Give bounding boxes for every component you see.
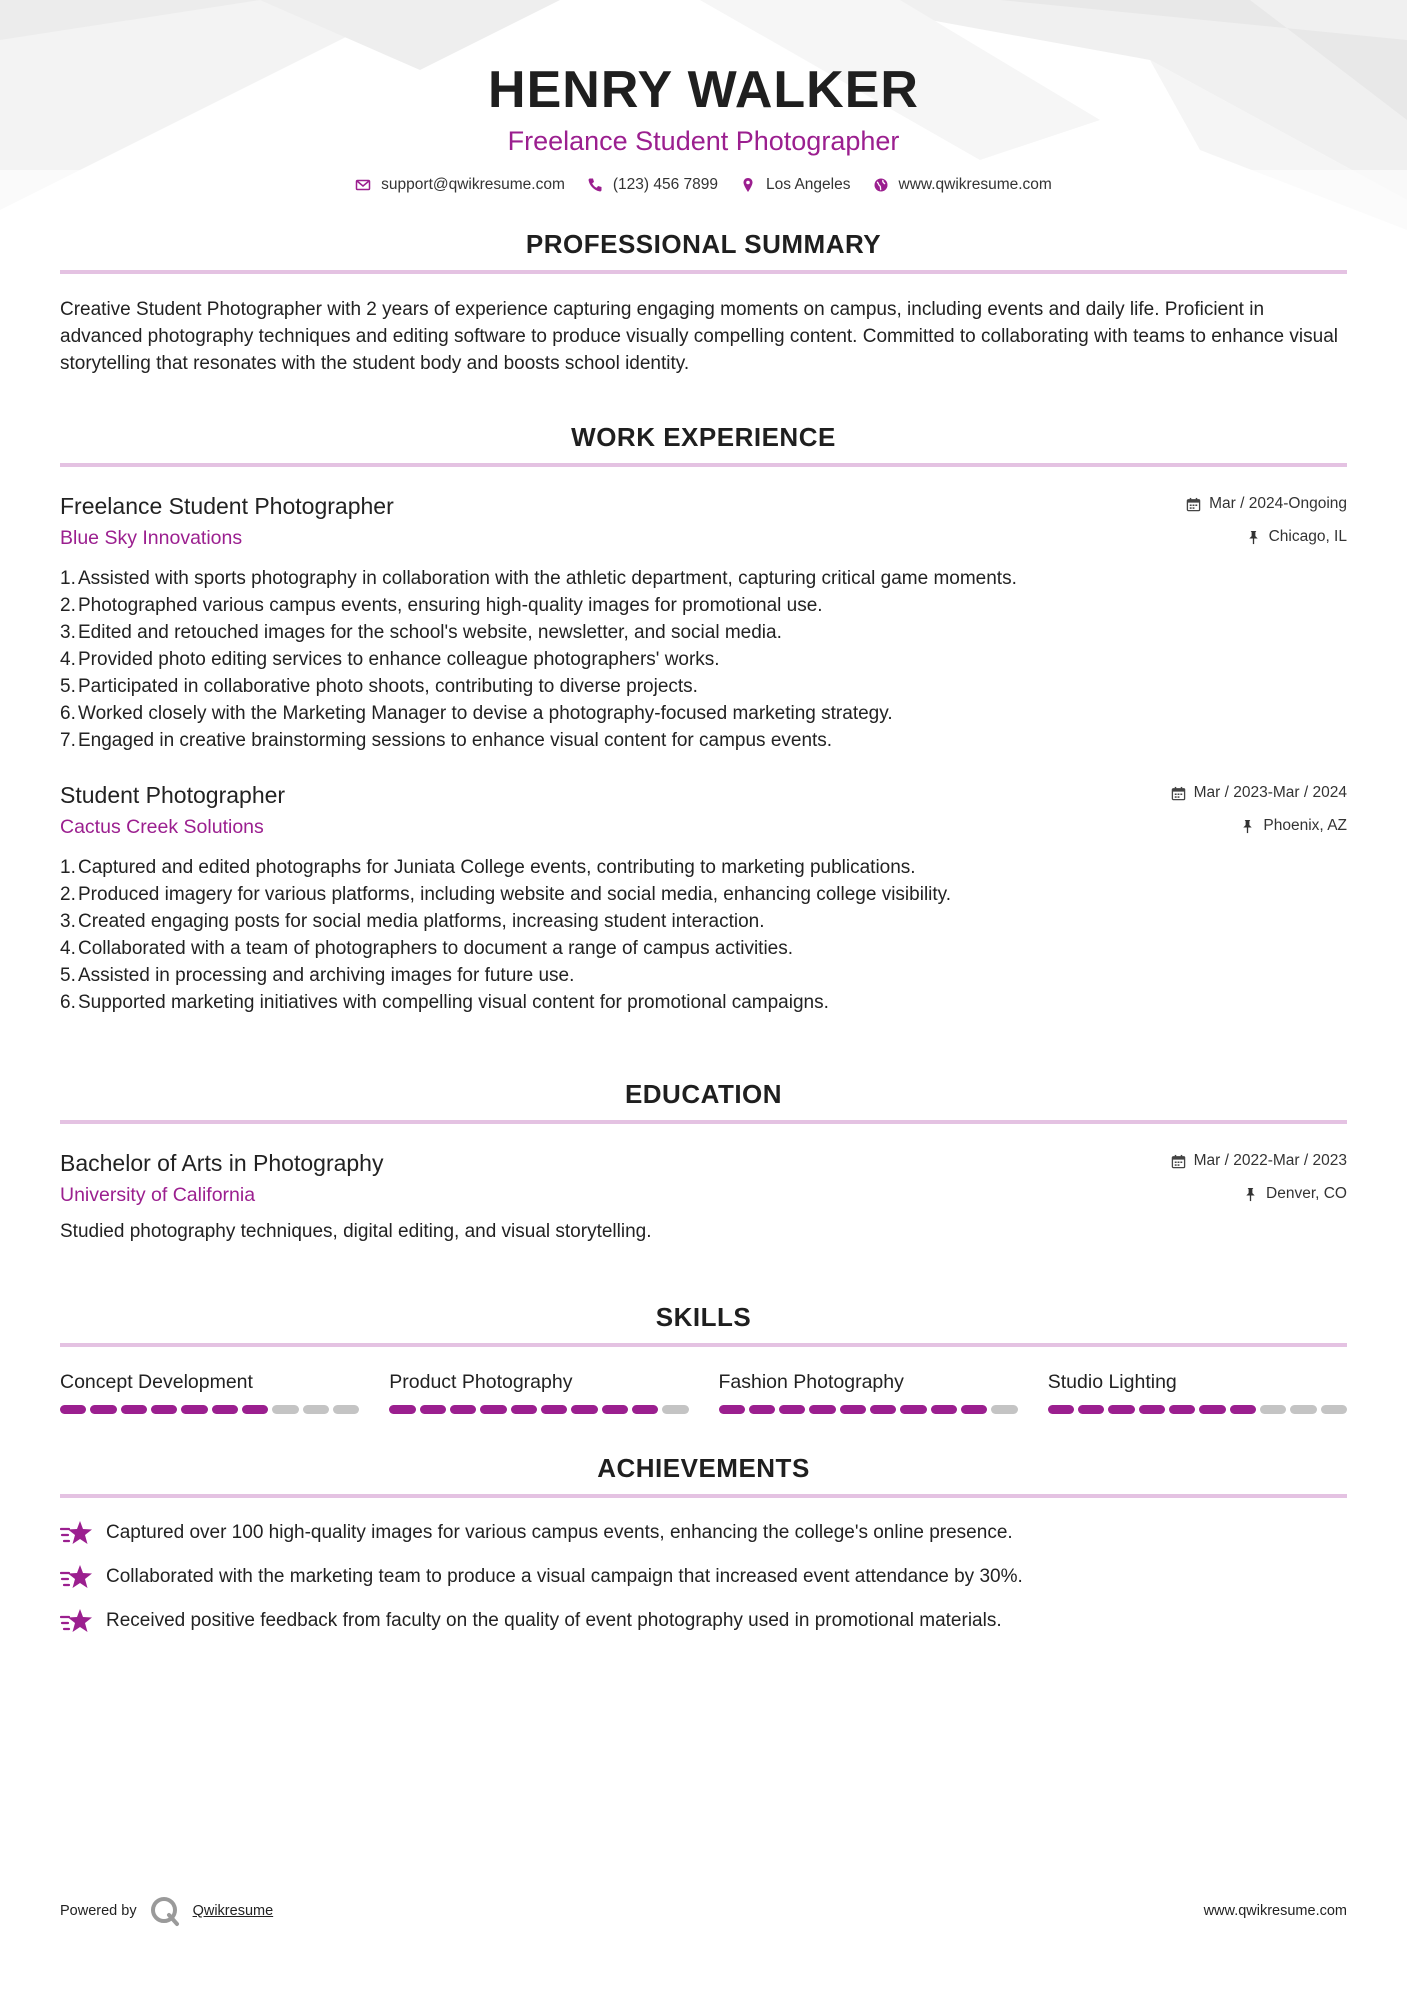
skill-segment-filled xyxy=(931,1405,957,1414)
calendar-icon xyxy=(1171,1154,1186,1169)
pushpin-icon xyxy=(1246,530,1261,545)
page-footer xyxy=(60,1895,1347,1927)
list-item: 4. Provided photo editing services to enhance colleague photographers' works. xyxy=(60,649,720,670)
achievement-text: Collaborated with the marketing team to produce a visual campaign that increased event attendance by 30%. xyxy=(106,1566,1023,1587)
job-dates-text: Mar / 2024-Ongoing xyxy=(1209,495,1347,512)
candidate-title: Freelance Student Photographer xyxy=(507,126,900,156)
skill-segment-filled xyxy=(181,1405,207,1414)
school-name: University of California xyxy=(60,1184,256,1206)
achievements-heading: ACHIEVEMENTS xyxy=(597,1453,810,1483)
job-location-text: Phoenix, AZ xyxy=(1263,817,1347,834)
list-item: 2. Produced imagery for various platforms, including website and social media, enhancing college visibility. xyxy=(60,884,952,905)
list-item: 5. Assisted in processing and archiving images for future use. xyxy=(60,965,575,986)
qwikresume-logo-icon xyxy=(149,1895,181,1927)
section-divider xyxy=(60,463,1347,467)
list-item xyxy=(60,1562,1347,1592)
powered-by-label: Powered by xyxy=(60,1903,137,1919)
contact-email[interactable] xyxy=(355,176,565,194)
list-item: 7. Engaged in creative brainstorming sessions to enhance visual content for campus events. xyxy=(60,730,833,751)
skill-segment-filled xyxy=(90,1405,116,1414)
contact-bar xyxy=(60,176,1347,194)
skill-segment-filled xyxy=(1199,1405,1225,1414)
powered-by xyxy=(60,1895,273,1927)
job-entry xyxy=(60,491,1347,754)
skill-segment-filled xyxy=(420,1405,446,1414)
contact-website[interactable] xyxy=(873,176,1052,194)
education-meta xyxy=(1171,1148,1347,1207)
skill-segment-filled xyxy=(121,1405,147,1414)
education-dates xyxy=(1171,1148,1347,1174)
resume-header xyxy=(60,0,1347,194)
envelope-icon xyxy=(355,177,371,193)
achievements-section xyxy=(60,1452,1347,1636)
skill-segment-filled xyxy=(870,1405,896,1414)
experience-heading: WORK EXPERIENCE xyxy=(571,422,836,452)
job-responsibilities xyxy=(60,565,1347,754)
summary-section xyxy=(60,228,1347,377)
skill-segment-filled xyxy=(1230,1405,1256,1414)
calendar-icon xyxy=(1186,497,1201,512)
skill-name: Product Photography xyxy=(389,1371,573,1393)
achievement-text: Captured over 100 high-quality images for various campus events, enhancing the college's online presence. xyxy=(106,1522,1013,1543)
education-entry xyxy=(60,1148,1347,1245)
job-responsibilities xyxy=(60,854,1347,1016)
skill-segment-filled xyxy=(571,1405,597,1414)
skill-segment-filled xyxy=(840,1405,866,1414)
skill-segment-filled xyxy=(1108,1405,1134,1414)
skill-item xyxy=(1048,1369,1347,1414)
experience-section xyxy=(60,421,1347,1016)
education-location-text: Denver, CO xyxy=(1266,1185,1347,1202)
skill-segment-filled xyxy=(212,1405,238,1414)
skill-segment-filled xyxy=(719,1405,745,1414)
skill-segment-empty xyxy=(333,1405,359,1414)
list-item: 1. Captured and edited photographs for Juniata College events, contributing to marketing publications. xyxy=(60,857,916,878)
skill-name: Fashion Photography xyxy=(718,1371,904,1393)
skills-section xyxy=(60,1301,1347,1414)
brand-link[interactable]: Qwikresume xyxy=(192,1903,274,1919)
skill-segment-filled xyxy=(961,1405,987,1414)
skill-segment-filled xyxy=(151,1405,177,1414)
section-divider xyxy=(60,270,1347,274)
star-icon xyxy=(60,1562,94,1592)
contact-phone[interactable] xyxy=(587,176,718,194)
star-icon xyxy=(60,1518,94,1548)
skills-heading: SKILLS xyxy=(655,1302,752,1332)
skill-segment-empty xyxy=(303,1405,329,1414)
job-company: Blue Sky Innovations xyxy=(60,527,243,549)
skill-segment-empty xyxy=(1290,1405,1316,1414)
skill-segment-filled xyxy=(602,1405,628,1414)
education-heading: EDUCATION xyxy=(624,1079,783,1109)
skill-segment-empty xyxy=(272,1405,298,1414)
list-item: 3. Edited and retouched images for the school's website, newsletter, and social media. xyxy=(60,622,782,643)
skill-name: Concept Development xyxy=(60,1371,253,1393)
skill-segment-filled xyxy=(1139,1405,1165,1414)
achievement-text: Received positive feedback from faculty on the quality of event photography used in promotional materials. xyxy=(106,1610,1002,1631)
footer-website[interactable]: www.qwikresume.com xyxy=(1203,1903,1347,1919)
list-item: 6. Worked closely with the Marketing Manager to devise a photography-focused marketing strategy. xyxy=(60,703,893,724)
job-location-text: Chicago, IL xyxy=(1268,528,1347,545)
section-divider xyxy=(60,1494,1347,1498)
skill-segment-empty xyxy=(662,1405,688,1414)
skill-name: Studio Lighting xyxy=(1047,1371,1177,1393)
skill-segment-filled xyxy=(60,1405,86,1414)
skill-item xyxy=(389,1369,688,1414)
skill-segment-filled xyxy=(1048,1405,1074,1414)
job-dates xyxy=(1171,780,1347,806)
achievements-list xyxy=(60,1518,1347,1636)
list-item: 5. Participated in collaborative photo shoots, contributing to diverse projects. xyxy=(60,676,698,697)
job-location xyxy=(1186,524,1347,550)
summary-heading: PROFESSIONAL SUMMARY xyxy=(525,229,882,259)
section-divider xyxy=(60,1343,1347,1347)
job-meta xyxy=(1186,491,1347,550)
website-text: www.qwikresume.com xyxy=(898,176,1052,193)
skill-segment-filled xyxy=(450,1405,476,1414)
location-text: Los Angeles xyxy=(766,176,851,193)
star-icon xyxy=(60,1606,94,1636)
contact-location xyxy=(740,176,850,194)
list-item: 6. Supported marketing initiatives with compelling visual content for promotional campaigns. xyxy=(60,992,829,1013)
globe-icon xyxy=(873,177,889,193)
job-title: Student Photographer xyxy=(60,782,286,808)
education-dates-text: Mar / 2022-Mar / 2023 xyxy=(1193,1152,1347,1169)
skill-segment-filled xyxy=(480,1405,506,1414)
skill-segment-filled xyxy=(749,1405,775,1414)
job-meta xyxy=(1171,780,1347,839)
skill-segment-filled xyxy=(900,1405,926,1414)
skill-rating-bar xyxy=(719,1405,1018,1414)
skill-rating-bar xyxy=(389,1405,688,1414)
skill-segment-filled xyxy=(809,1405,835,1414)
email-text: support@qwikresume.com xyxy=(381,176,565,193)
skill-segment-filled xyxy=(541,1405,567,1414)
skill-item xyxy=(60,1369,359,1414)
section-divider xyxy=(60,1120,1347,1124)
skill-segment-empty xyxy=(1321,1405,1347,1414)
phone-icon xyxy=(587,177,603,193)
job-dates xyxy=(1186,491,1347,517)
skills-grid xyxy=(60,1369,1347,1414)
skill-segment-filled xyxy=(779,1405,805,1414)
candidate-name: HENRY WALKER xyxy=(488,61,919,119)
skill-segment-filled xyxy=(632,1405,658,1414)
list-item xyxy=(60,1518,1347,1548)
skill-rating-bar xyxy=(1048,1405,1347,1414)
skill-rating-bar xyxy=(60,1405,359,1414)
skill-segment-empty xyxy=(991,1405,1017,1414)
list-item: 2. Photographed various campus events, ensuring high-quality images for promotional use. xyxy=(60,595,823,616)
skill-segment-filled xyxy=(1169,1405,1195,1414)
degree-title: Bachelor of Arts in Photography xyxy=(60,1150,384,1176)
skill-segment-filled xyxy=(511,1405,537,1414)
map-pin-icon xyxy=(740,177,756,193)
education-description: Studied photography techniques, digital editing, and visual storytelling. xyxy=(60,1221,652,1242)
education-location xyxy=(1171,1181,1347,1207)
phone-text: (123) 456 7899 xyxy=(612,176,719,193)
pushpin-icon xyxy=(1243,1187,1258,1202)
job-entry xyxy=(60,780,1347,1016)
calendar-icon xyxy=(1171,786,1186,801)
skill-segment-filled xyxy=(389,1405,415,1414)
summary-text: Creative Student Photographer with 2 years of experience capturing engaging moments on campus, including events and daily life. Proficient in advanced photography techniques and editing software to produce visually compelling content. Committed to collaborating with teams to enhance visual storytelling that resonates with the student body and boosts school identity. xyxy=(60,299,1338,374)
skill-segment-empty xyxy=(1260,1405,1286,1414)
pushpin-icon xyxy=(1240,819,1255,834)
skill-segment-filled xyxy=(1078,1405,1104,1414)
list-item: 3. Created engaging posts for social media platforms, increasing student interaction. xyxy=(60,911,765,932)
education-section xyxy=(60,1078,1347,1245)
list-item: 4. Collaborated with a team of photographers to document a range of campus activities. xyxy=(60,938,794,959)
job-company: Cactus Creek Solutions xyxy=(60,816,264,838)
list-item: 1. Assisted with sports photography in collaboration with the athletic department, capturing critical game moments. xyxy=(60,568,1017,589)
skill-item xyxy=(719,1369,1018,1414)
skill-segment-filled xyxy=(242,1405,268,1414)
job-title: Freelance Student Photographer xyxy=(60,493,394,519)
list-item xyxy=(60,1606,1347,1636)
job-dates-text: Mar / 2023-Mar / 2024 xyxy=(1193,784,1347,801)
job-location xyxy=(1171,813,1347,839)
